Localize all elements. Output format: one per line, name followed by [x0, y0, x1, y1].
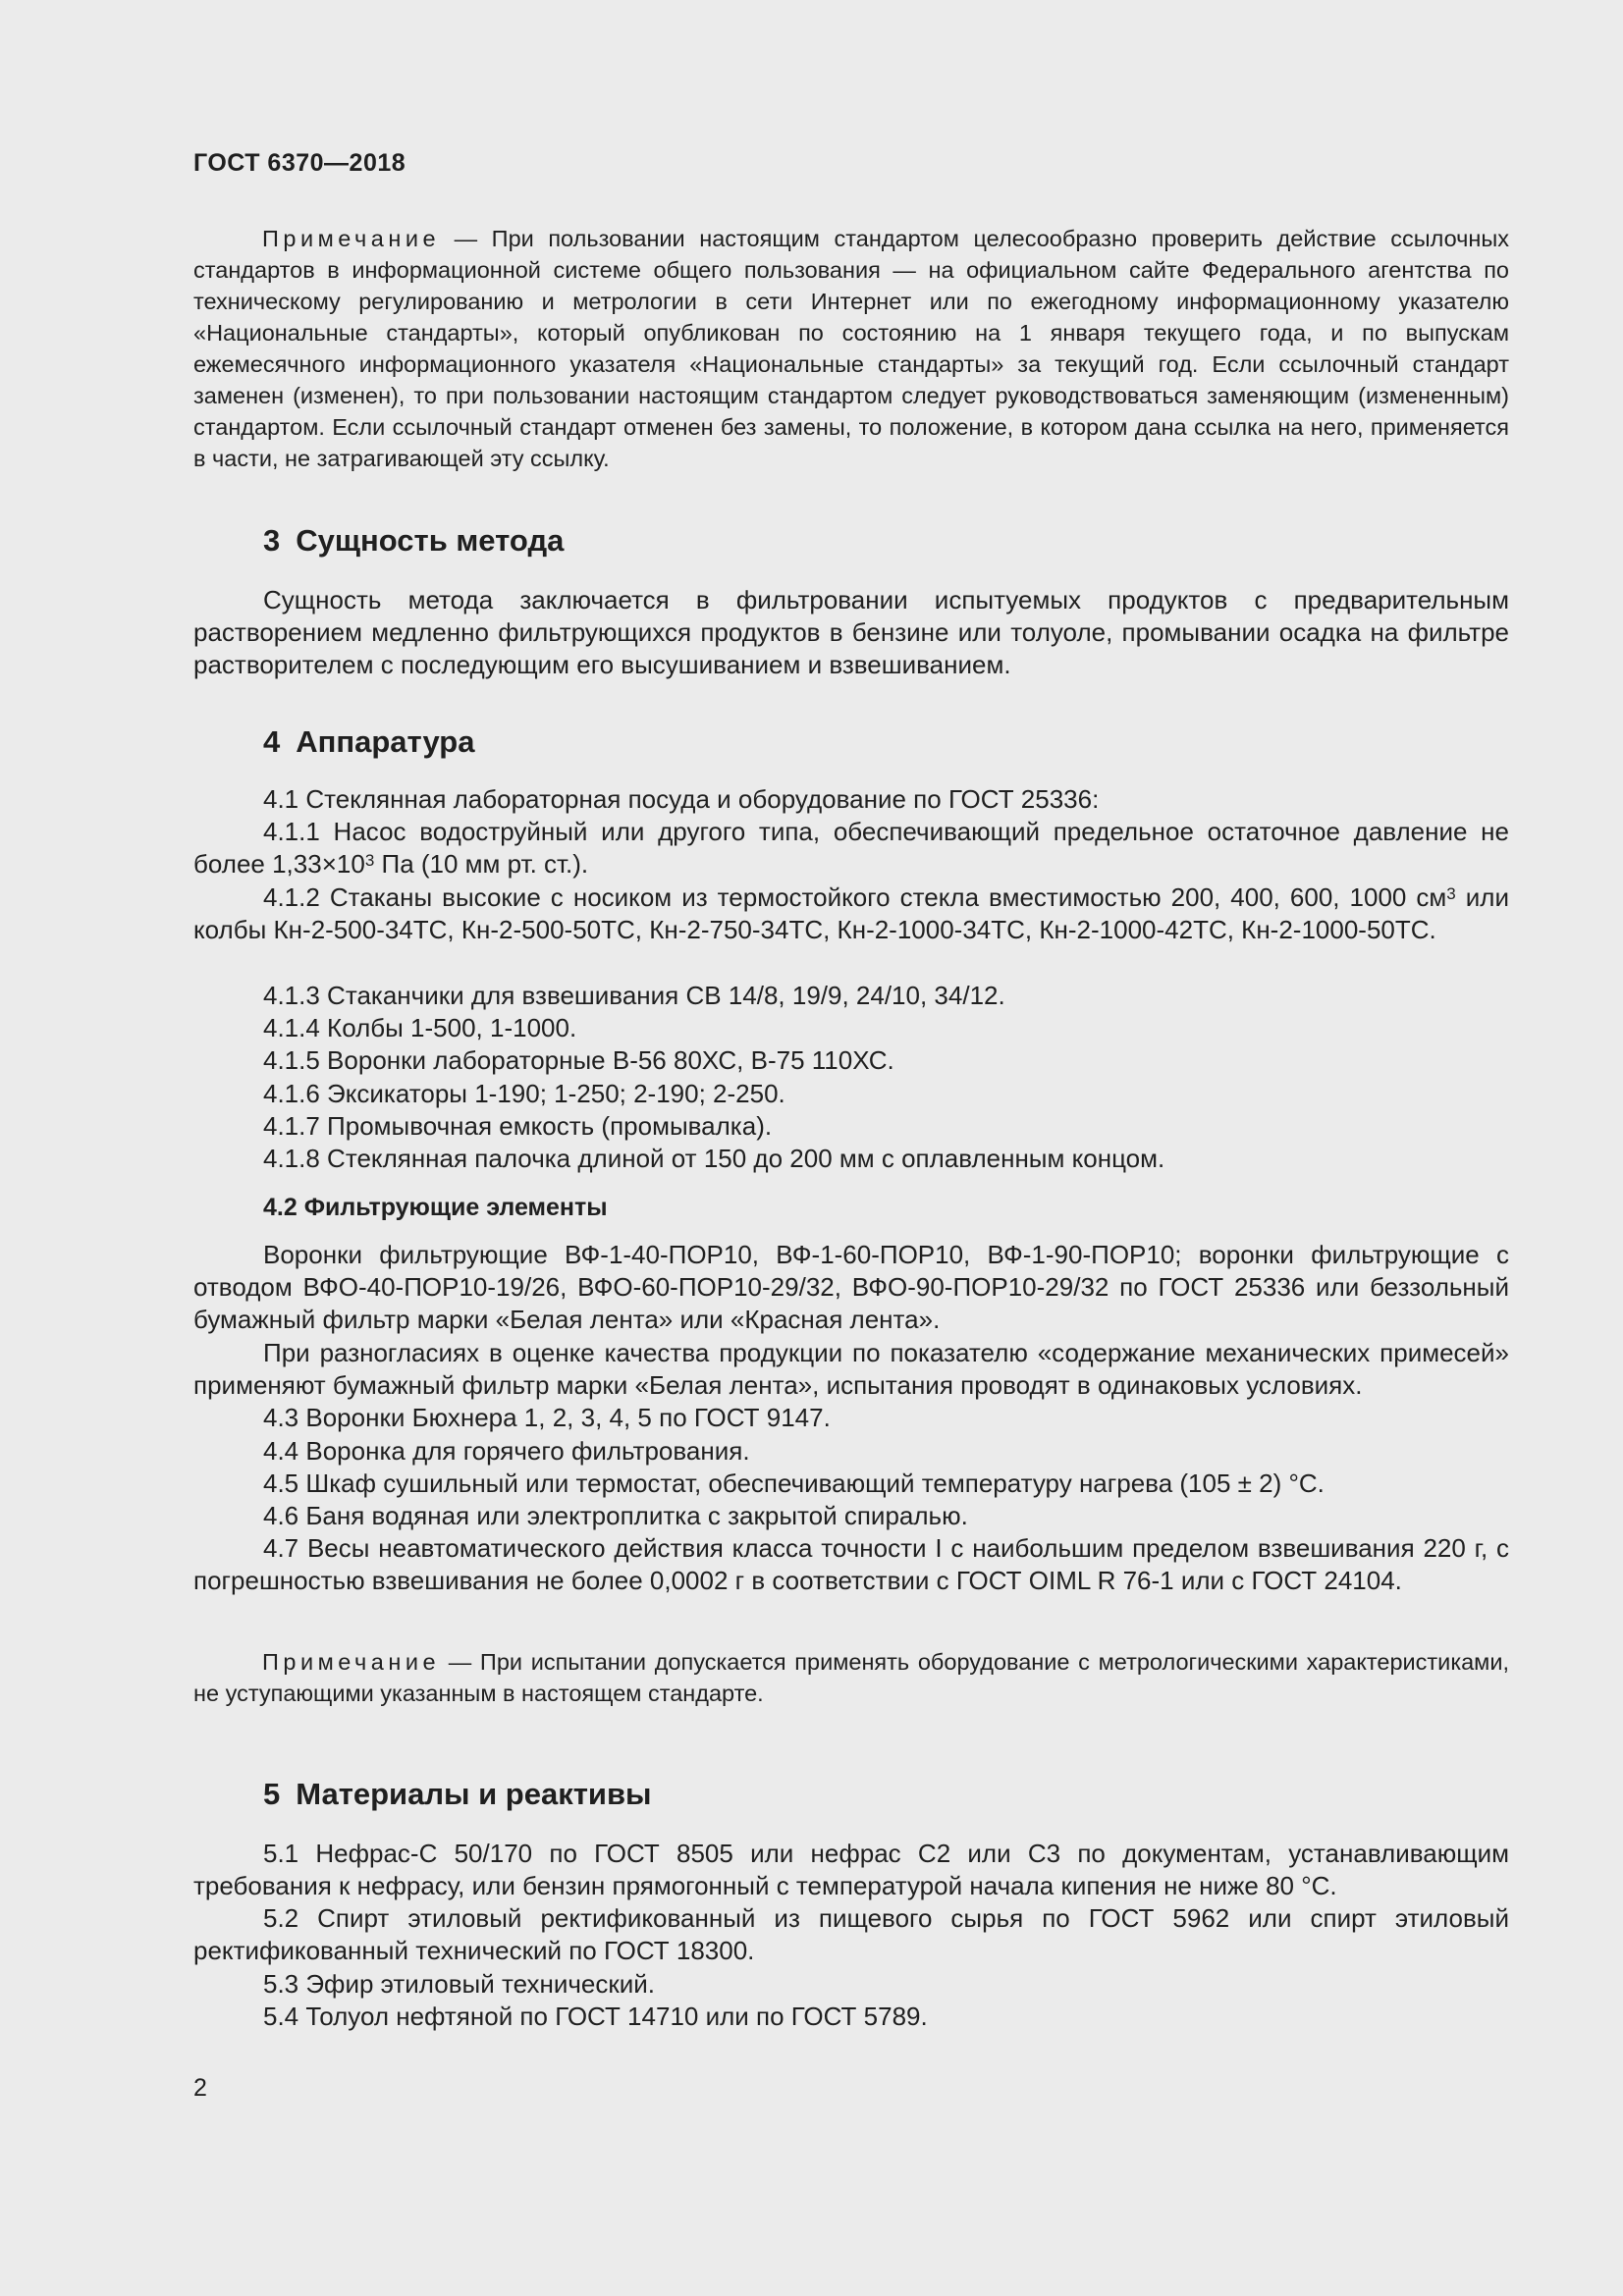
note-text: — При пользовании настоящим стандартом целесообразно проверить действие ссылочных стандартов в информационной системе общего пользования — на официальном сайте Федерального агентства по техническому регулированию и метрологии в сети Интернет или по ежегодному информационному указателю «Национальные стандарты», который опубликован по состоянию на 1 января текущего года, и по выпускам ежемесячного информационного указателя «Национальные стандарты» за текущий год. Если ссылочный стандарт заменен (изменен), то при пользовании настоящим стандартом следует руководствоваться заменяющим (измененным) стандартом. Если ссылочный стандарт отменен без замены, то положение, в котором дана ссылка на него, применяется в части, не затрагивающей эту ссылку. [193, 226, 1509, 471]
paragraph-4-1-1: 4.1.1 Насос водоструйный или другого типа, обеспечивающий предельное остаточное давление не более $1,33\times 10^3$ Па (10 мм рт. ст.). [193, 817, 1509, 880]
paragraph-4-2-b: При разногласиях в оценке качества продукции по показателю «содержание механических примесей» применяют бумажный фильтр марки «Белая лента», испытания проводят в одинаковых условиях. [193, 1338, 1509, 1401]
list-item: 4.4 Воронка для горячего фильтрования. [263, 1436, 750, 1466]
subsection-4-2-heading: 4.2 Фильтрующие элементы [263, 1194, 608, 1221]
list-item: 4.6 Баня водяная или электроплитка с закрытой спиралью. [263, 1501, 968, 1530]
list-item: 4.5 Шкаф сушильный или термостат, обеспечивающий температуру нагрева (105 ± 2) °С. [263, 1468, 1325, 1498]
list-item: 4.1.7 Промывочная емкость (промывалка). [263, 1111, 773, 1141]
list-item: 4.3 Воронки Бюхнера 1, 2, 3, 4, 5 по ГОСТ 9147. [263, 1403, 831, 1432]
list-item: 4.1.3 Стаканчики для взвешивания СВ 14/8, 19/9, 24/10, 34/12. [263, 981, 1005, 1010]
section-3-heading: 3 Сущность метода [263, 523, 565, 558]
list-item: 4.1.8 Стеклянная палочка длиной от 150 до 200 мм с оплавленным концом. [263, 1144, 1165, 1173]
paragraph-4-1: 4.1 Стеклянная лабораторная посуда и оборудование по ГОСТ 25336: [263, 784, 1100, 814]
list-item: 5.3 Эфир этиловый технический. [263, 1969, 655, 1999]
paragraph-5-2: 5.2 Спирт этиловый ректификованный из пищевого сырья по ГОСТ 5962 или спирт этиловый ректификованный технический по ГОСТ 18300. [193, 1903, 1509, 1966]
document-header: ГОСТ 6370—2018 [193, 149, 406, 177]
list-item: 4.1.4 Колбы 1-500, 1-1000. [263, 1013, 577, 1042]
list-item: 5.4 Толуол нефтяной по ГОСТ 14710 или по ГОСТ 5789. [263, 2002, 928, 2031]
section-4-heading: 4 Аппаратура [263, 724, 475, 759]
paragraph-5-1: 5.1 Нефрас-С 50/170 по ГОСТ 8505 или нефрас С2 или С3 по документам, устанавливающим требования к нефрасу, или бензин прямогонный с температурой начала кипения не ниже 80 °С. [193, 1839, 1509, 1901]
page-number: 2 [193, 2074, 207, 2102]
section-5-heading: 5 Материалы и реактивы [263, 1777, 652, 1811]
list-item: 4.1.5 Воронки лабораторные В-56 80ХС, В-75 110ХС. [263, 1045, 894, 1075]
section-3-text: Сущность метода заключается в фильтровании испытуемых продуктов с предварительным растворением медленно фильтрующихся продуктов в бензине или толуоле, промывании осадка на фильтре растворителем с последующим его высушиванием и взвешиванием. [193, 585, 1509, 680]
paragraph-4-1-2: 4.1.2 Стаканы высокие с носиком из термостойкого стекла вместимостью 200, 400, 600, 1000 $см^3$ или колбы Кн-2-500-34ТС, Кн-2-500-50ТС, Кн-2-750-34ТС, Кн-2-1000-34ТС, Кн-2-1000-42ТС, Кн-2-1000-50ТС. [193, 882, 1509, 945]
note-label: Примечание [262, 226, 441, 251]
equipment-note [193, 1646, 1509, 1709]
reference-note [193, 223, 1509, 474]
paragraph-4-7: 4.7 Весы неавтоматического действия класса точности I с наибольшим пределом взвешивания 220 г, с погрешностью взвешивания не более 0,0002 г в соответствии с ГОСТ OIML R 76-1 или с ГОСТ 24104. [193, 1533, 1509, 1596]
note-label: Примечание [262, 1649, 441, 1675]
note-text: — При испытании допускается применять оборудование с метрологическими характеристиками, не уступающими указанным в настоящем стандарте. [193, 1649, 1509, 1706]
list-item: 4.1.6 Эксикаторы 1-190; 1-250; 2-190; 2-250. [263, 1079, 785, 1108]
paragraph-4-2-a: Воронки фильтрующие ВФ-1-40-ПОР10, ВФ-1-60-ПОР10, ВФ-1-90-ПОР10; воронки фильтрующие с отводом ВФО-40-ПОР10-19/26, ВФО-60-ПОР10-29/32, ВФО-90-ПОР10-29/32 по ГОСТ 25336 или беззольный бумажный фильтр марки «Белая лента» или «Красная лента». [193, 1240, 1509, 1335]
